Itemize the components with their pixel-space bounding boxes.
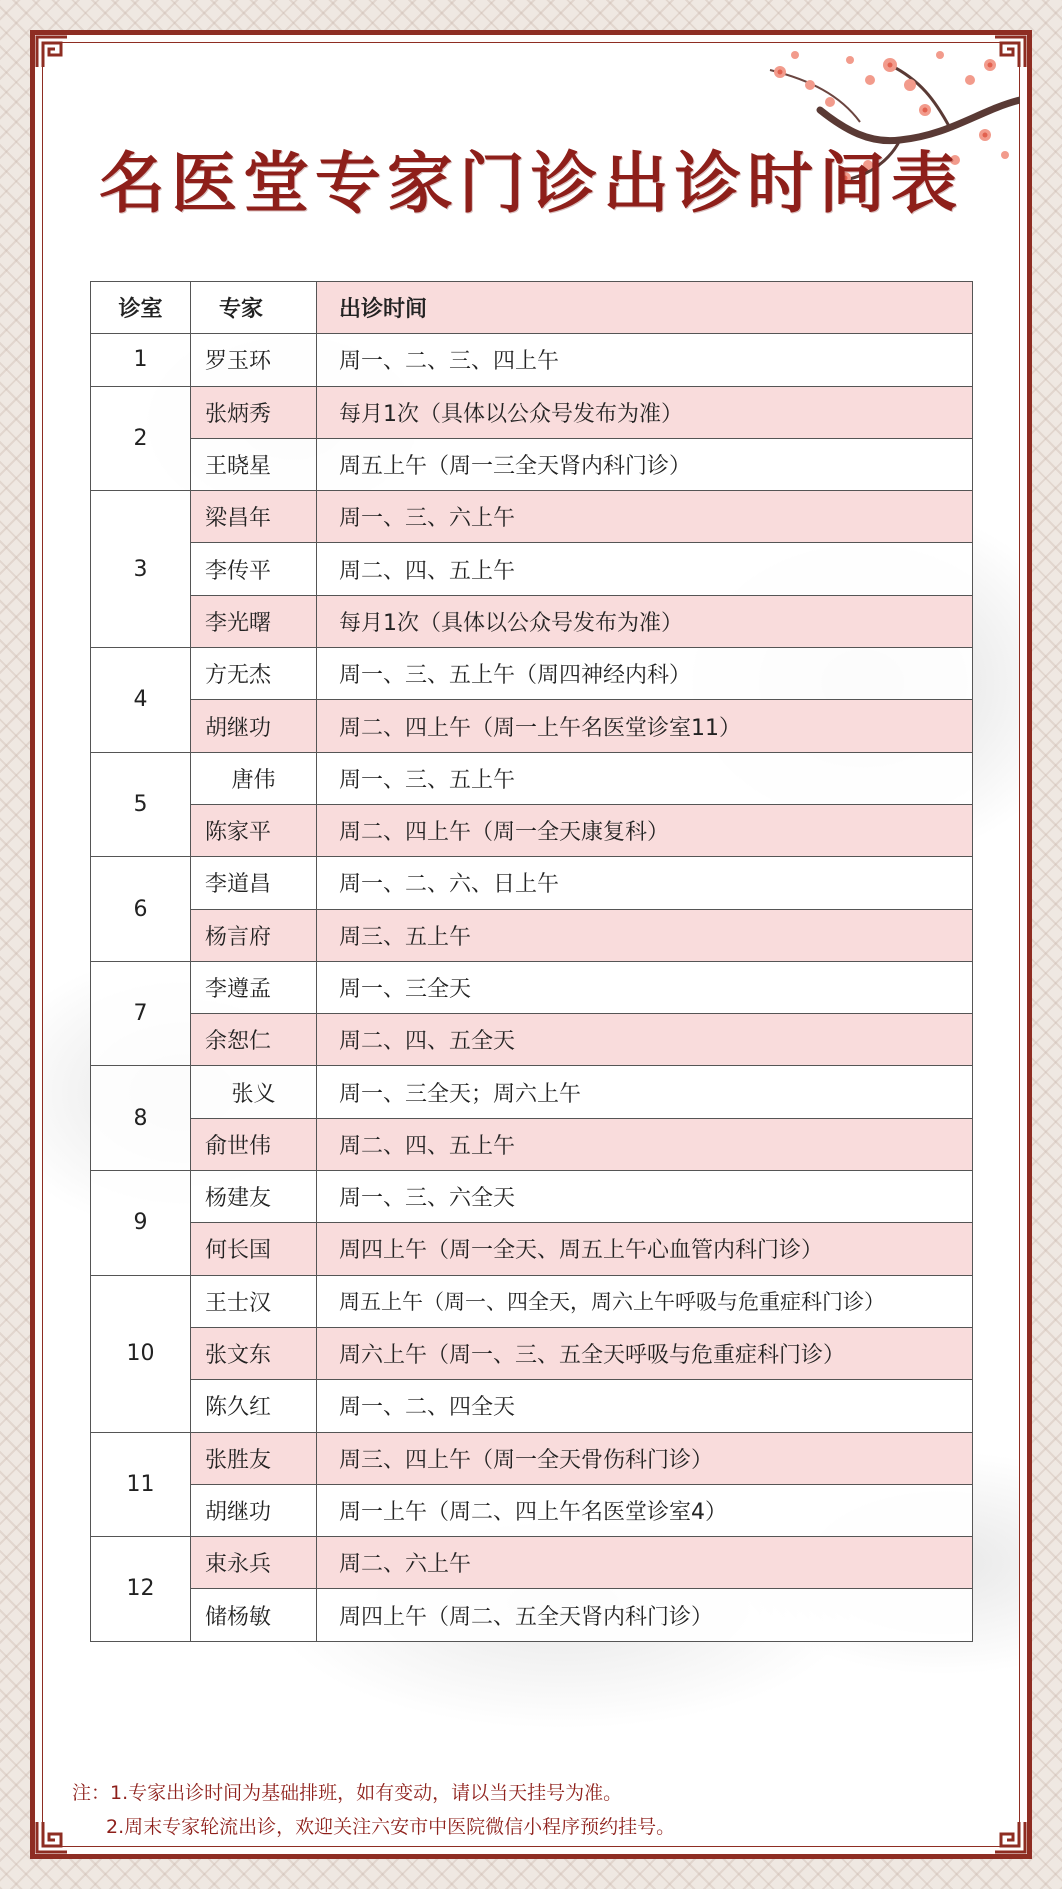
doctor-name: 李光曙 — [191, 595, 317, 647]
clinic-time: 周四上午（周二、五全天肾内科门诊） — [317, 1589, 973, 1641]
clinic-time: 周二、四、五上午 — [317, 543, 973, 595]
clinic-time: 周一、三、五上午（周四神经内科） — [317, 648, 973, 700]
doctor-name: 张炳秀 — [191, 386, 317, 438]
clinic-time: 周三、四上午（周一全天骨伤科门诊） — [317, 1432, 973, 1484]
header-doctor: 专家 — [191, 282, 317, 334]
table-row — [91, 1380, 973, 1432]
table-row — [91, 804, 973, 856]
room-number: 10 — [91, 1275, 191, 1432]
clinic-time: 周六上午（周一、三、五全天呼吸与危重症科门诊） — [317, 1327, 973, 1379]
clinic-time: 周二、四、五上午 — [317, 1118, 973, 1170]
footnotes — [72, 1776, 972, 1844]
clinic-time: 每月1次（具体以公众号发布为准） — [317, 386, 973, 438]
table-row — [91, 1275, 973, 1327]
doctor-name: 张文东 — [191, 1327, 317, 1379]
clinic-time: 周一、二、四全天 — [317, 1380, 973, 1432]
clinic-time: 周一、三、六上午 — [317, 491, 973, 543]
doctor-name: 储杨敏 — [191, 1589, 317, 1641]
table-row — [91, 961, 973, 1013]
clinic-time: 周一、二、三、四上午 — [317, 334, 973, 386]
doctor-name: 余恕仁 — [191, 1014, 317, 1066]
table-row — [91, 1537, 973, 1589]
table-row — [91, 648, 973, 700]
room-number: 8 — [91, 1066, 191, 1171]
table-row — [91, 595, 973, 647]
clinic-time: 每月1次（具体以公众号发布为准） — [317, 595, 973, 647]
corner-ornament-bottom-left-icon — [34, 1819, 70, 1855]
doctor-name: 胡继功 — [191, 1484, 317, 1536]
room-number: 2 — [91, 386, 191, 491]
doctor-name: 陈家平 — [191, 804, 317, 856]
clinic-time: 周三、五上午 — [317, 909, 973, 961]
doctor-name: 方无杰 — [191, 648, 317, 700]
clinic-time: 周一、三全天；周六上午 — [317, 1066, 973, 1118]
clinic-time: 周一、二、六、日上午 — [317, 857, 973, 909]
table-row — [91, 1066, 973, 1118]
room-number: 4 — [91, 648, 191, 753]
table-row — [91, 1118, 973, 1170]
room-number: 6 — [91, 857, 191, 962]
table-row — [91, 1014, 973, 1066]
doctor-name: 李传平 — [191, 543, 317, 595]
doctor-name: 陈久红 — [191, 1380, 317, 1432]
room-number: 1 — [91, 334, 191, 386]
clinic-time: 周二、四上午（周一全天康复科） — [317, 804, 973, 856]
doctor-name: 张义 — [191, 1066, 317, 1118]
table-row — [91, 752, 973, 804]
doctor-name: 王士汉 — [191, 1275, 317, 1327]
doctor-name: 胡继功 — [191, 700, 317, 752]
table-row — [91, 1327, 973, 1379]
room-number: 5 — [91, 752, 191, 857]
clinic-time: 周五上午（周一三全天肾内科门诊） — [317, 438, 973, 490]
doctor-name: 唐伟 — [191, 752, 317, 804]
clinic-time: 周二、四、五全天 — [317, 1014, 973, 1066]
doctor-name: 梁昌年 — [191, 491, 317, 543]
clinic-time: 周四上午（周一全天、周五上午心血管内科门诊） — [317, 1223, 973, 1275]
footnote-2: 2.周末专家轮流出诊，欢迎关注六安市中医院微信小程序预约挂号。 — [106, 1816, 676, 1838]
table-row — [91, 857, 973, 909]
doctor-name: 何长国 — [191, 1223, 317, 1275]
table-row — [91, 543, 973, 595]
clinic-time: 周二、六上午 — [317, 1537, 973, 1589]
clinic-time: 周一、三、五上午 — [317, 752, 973, 804]
corner-ornament-top-left-icon — [34, 34, 70, 70]
schedule-table — [90, 281, 973, 1642]
doctor-name: 杨建友 — [191, 1171, 317, 1223]
doctor-name: 李道昌 — [191, 857, 317, 909]
header-room: 诊室 — [91, 282, 191, 334]
table-row — [91, 1484, 973, 1536]
clinic-time: 周二、四上午（周一上午名医堂诊室11） — [317, 700, 973, 752]
corner-ornament-bottom-right-icon — [992, 1819, 1028, 1855]
doctor-name: 杨言府 — [191, 909, 317, 961]
table-row — [91, 334, 973, 386]
footnote-1: 注：1.专家出诊时间为基础排班，如有变动，请以当天挂号为准。 — [72, 1782, 623, 1804]
table-row — [91, 700, 973, 752]
clinic-time: 周五上午（周一、四全天，周六上午呼吸与危重症科门诊） — [317, 1275, 973, 1327]
table-row — [91, 1432, 973, 1484]
doctor-name: 束永兵 — [191, 1537, 317, 1589]
room-number: 11 — [91, 1432, 191, 1537]
table-row — [91, 1589, 973, 1641]
table-header-row — [91, 282, 973, 334]
doctor-name: 罗玉环 — [191, 334, 317, 386]
room-number: 12 — [91, 1537, 191, 1642]
page-title: 名医堂专家门诊出诊时间表 — [99, 144, 963, 222]
doctor-name: 俞世伟 — [191, 1118, 317, 1170]
table-row — [91, 1223, 973, 1275]
room-number: 9 — [91, 1171, 191, 1276]
clinic-time: 周一、三、六全天 — [317, 1171, 973, 1223]
table-row — [91, 386, 973, 438]
doctor-name: 李遵孟 — [191, 961, 317, 1013]
header-time: 出诊时间 — [317, 282, 973, 334]
doctor-name: 张胜友 — [191, 1432, 317, 1484]
table-row — [91, 491, 973, 543]
table-row — [91, 438, 973, 490]
room-number: 7 — [91, 961, 191, 1066]
room-number: 3 — [91, 491, 191, 648]
clinic-time: 周一、三全天 — [317, 961, 973, 1013]
doctor-name: 王晓星 — [191, 438, 317, 490]
table-row — [91, 1171, 973, 1223]
table-row — [91, 909, 973, 961]
clinic-time: 周一上午（周二、四上午名医堂诊室4） — [317, 1484, 973, 1536]
